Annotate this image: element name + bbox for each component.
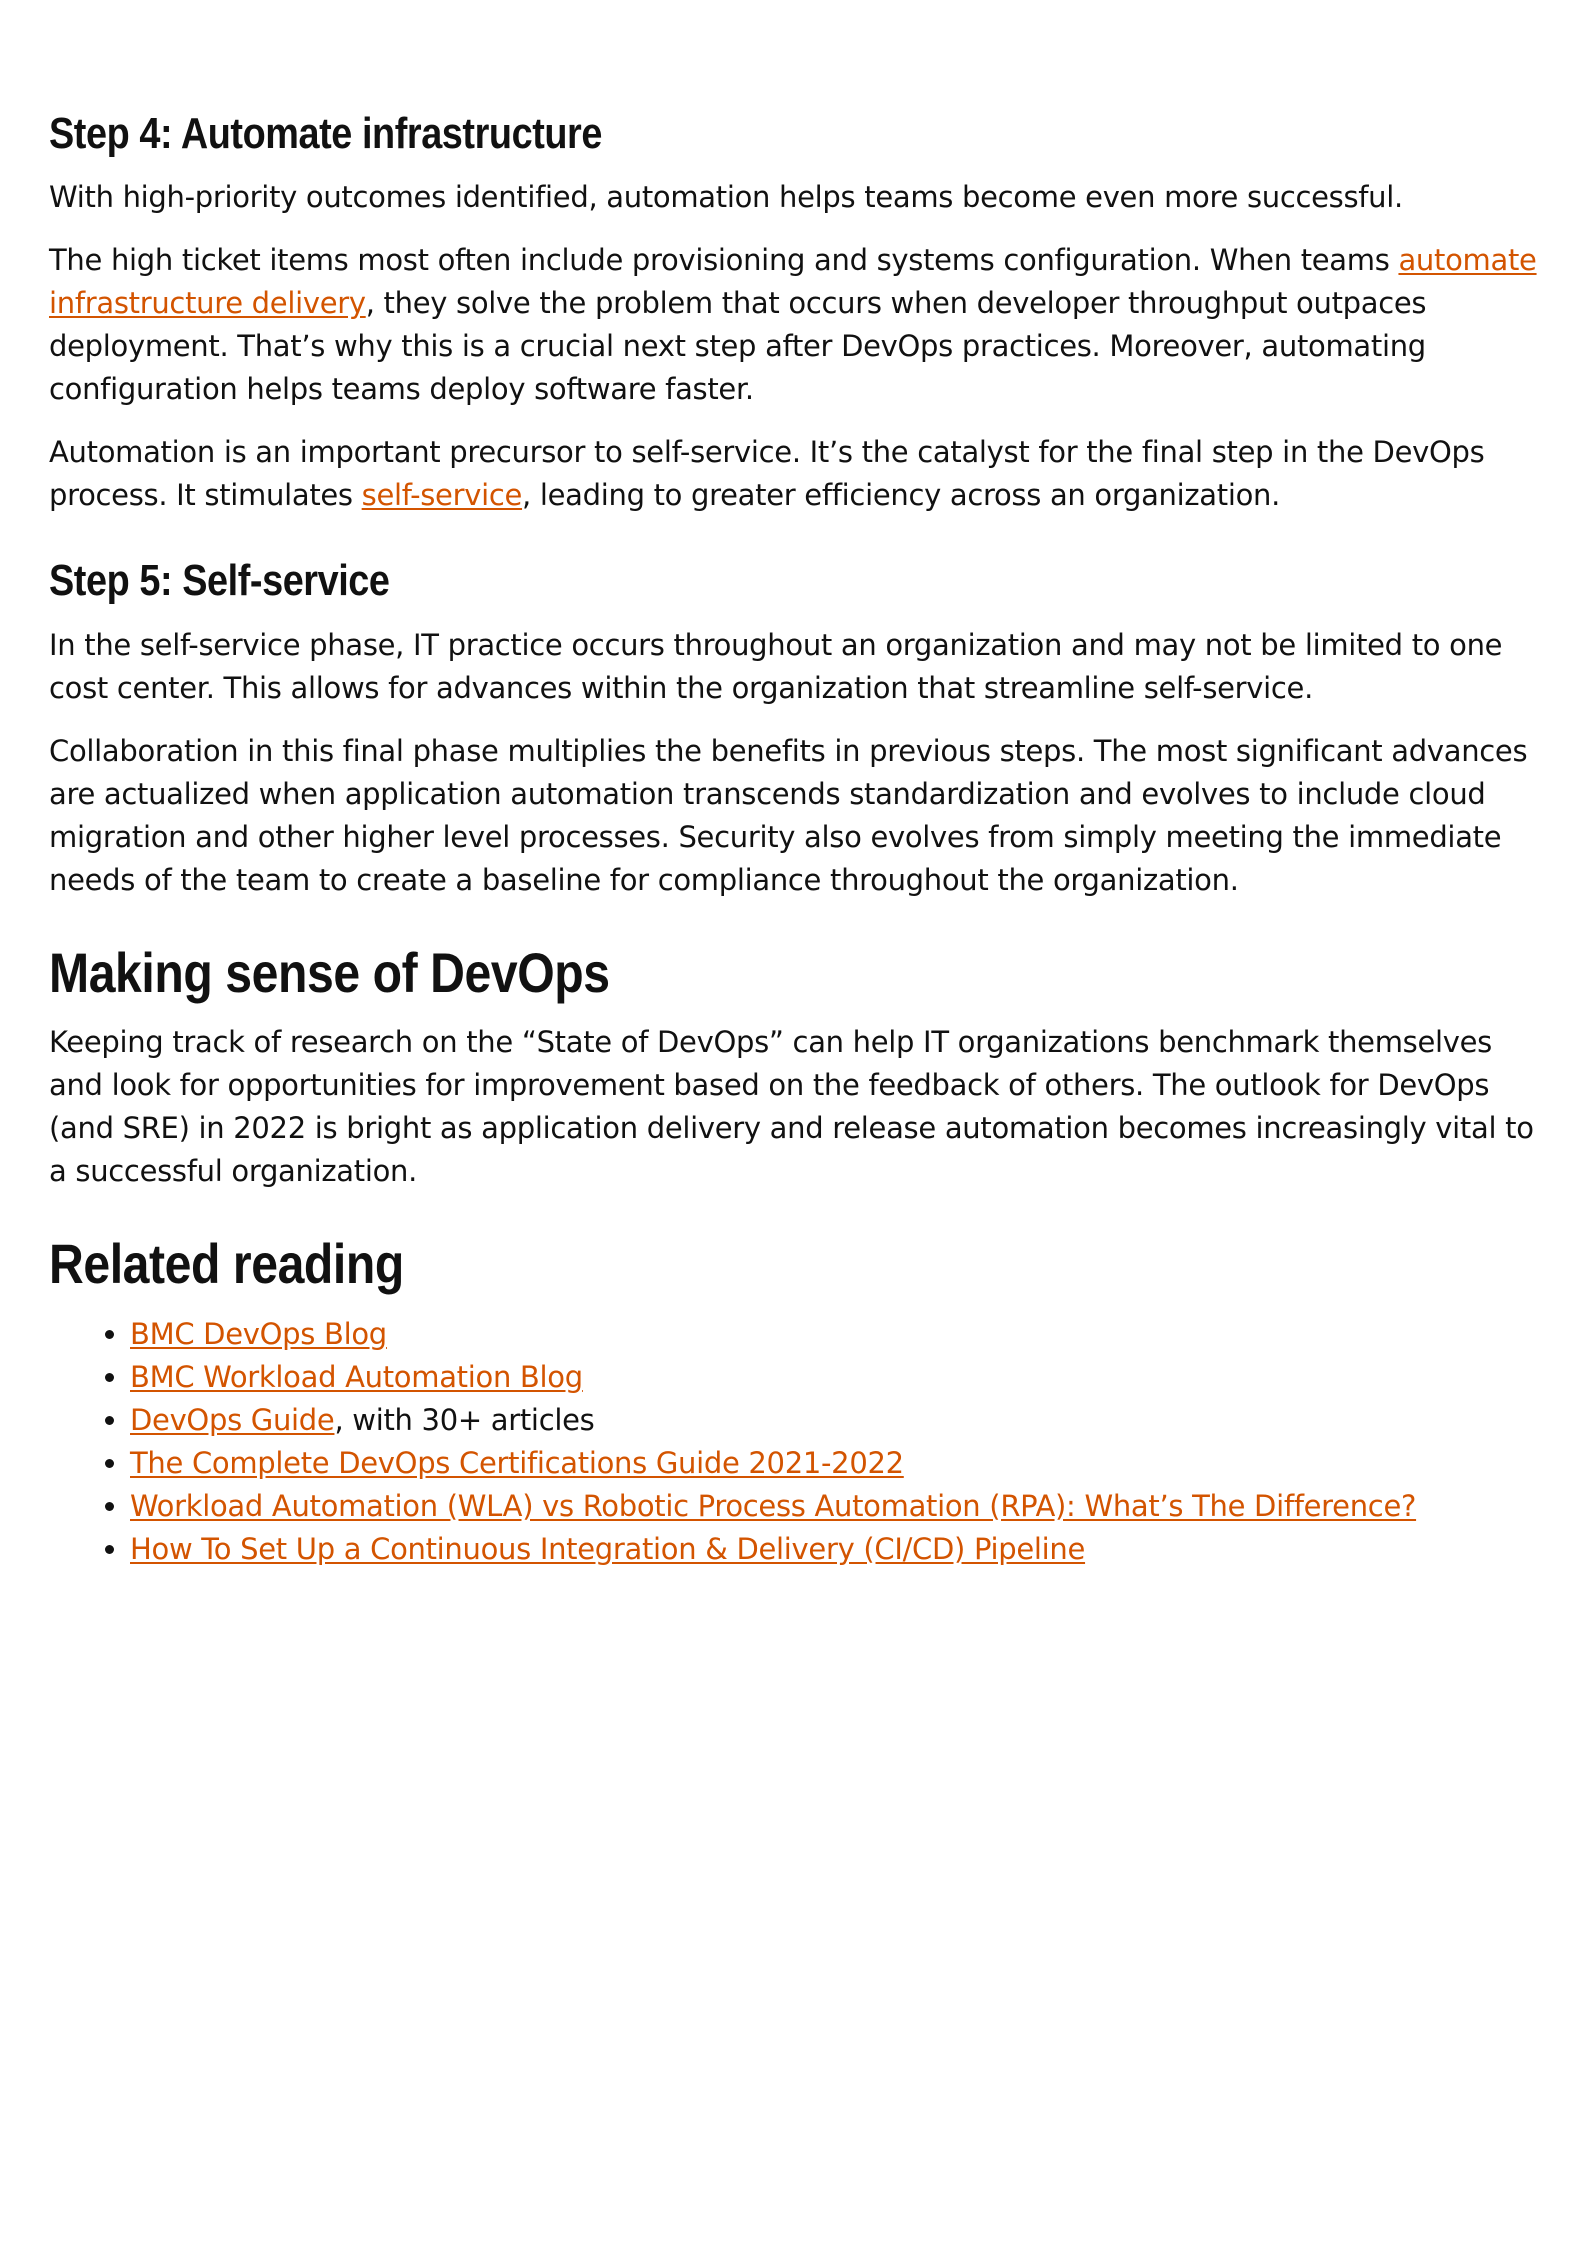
list-item	[130, 1313, 1549, 1356]
automate-infrastructure-delivery-link[interactable]: automate infrastructure delivery	[49, 243, 1537, 321]
related-reading-list	[49, 1313, 1549, 1571]
related-link-1[interactable]: BMC DevOps Blog	[130, 1316, 387, 1351]
list-item	[130, 1485, 1549, 1528]
list-item	[130, 1442, 1549, 1485]
related-link-6[interactable]: How To Set Up a Continuous Integration & Delivery (CI/CD) Pipeline	[130, 1531, 1086, 1566]
step4-p3-text-after: , leading to greater efficiency across an organization.	[522, 478, 1281, 513]
step4-p3-text-before: Automation is an important precursor to self-service. It’s the catalyst for the final step in the DevOps process. It stimulates	[49, 435, 1485, 513]
step4-p2-text-before: The high ticket items most often include provisioning and systems configuration. When teams	[49, 243, 1399, 278]
list-item	[130, 1528, 1549, 1571]
list-item	[130, 1356, 1549, 1399]
step4-heading: Step 4: Automate infrastructure	[49, 109, 602, 158]
related-reading-section	[49, 1233, 1549, 1571]
related-reading-heading: Related reading	[49, 1232, 404, 1296]
related-link-2[interactable]: BMC Workload Automation Blog	[130, 1359, 583, 1394]
step5-heading: Step 5: Self-service	[49, 556, 390, 606]
related-link-4[interactable]: The Complete DevOps Certifications Guide 2021-2022	[130, 1445, 904, 1480]
making-sense-heading: Making sense of DevOps	[49, 940, 610, 1004]
self-service-link[interactable]: self-service	[361, 478, 523, 513]
related-suffix-3: , with 30+ articles	[334, 1402, 595, 1437]
step4-p2-text-after: , they solve the problem that occurs when developer throughput outpaces deployment. That’s why this is a crucial next step after DevOps practices. Moreover, automating configuration helps teams deploy software faster.	[49, 286, 1427, 407]
making-sense-section	[49, 942, 1549, 1194]
step4-paragraph-1: With high-priority outcomes identified, automation helps teams become even more successful.	[49, 180, 1403, 215]
step5-paragraph-2: Collaboration in this final phase multiplies the benefits in previous steps. The most significant advances are actualized when application automation transcends standardization and evolves to include cloud migration and other higher level processes. Security also evolves from simply meeting the immediate needs of the team to create a baseline for compliance throughout the organization.	[49, 733, 1528, 897]
related-link-3[interactable]: DevOps Guide	[130, 1402, 335, 1437]
step5-paragraph-1: In the self-service phase, IT practice occurs throughout an organization and may not be limited to one cost center. This allows for advances within the organization that streamline self-service.	[49, 627, 1503, 705]
step4-paragraph-2	[49, 239, 1549, 411]
step5-section	[49, 557, 1549, 901]
list-item	[130, 1399, 1549, 1442]
making-sense-paragraph: Keeping track of research on the “State of DevOps” can help IT organizations benchmark themselves and look for opportunities for improvement based on the feedback of others. The outlook for DevOps (and SRE) in 2022 is bright as application delivery and release automation becomes increasingly vital to a successful organization.	[49, 1025, 1534, 1189]
step4-section	[49, 110, 1549, 517]
document-page	[49, 110, 1549, 1611]
related-link-5[interactable]: Workload Automation (WLA) vs Robotic Process Automation (RPA): What’s The Difference?	[130, 1488, 1417, 1523]
step4-paragraph-3	[49, 431, 1549, 517]
